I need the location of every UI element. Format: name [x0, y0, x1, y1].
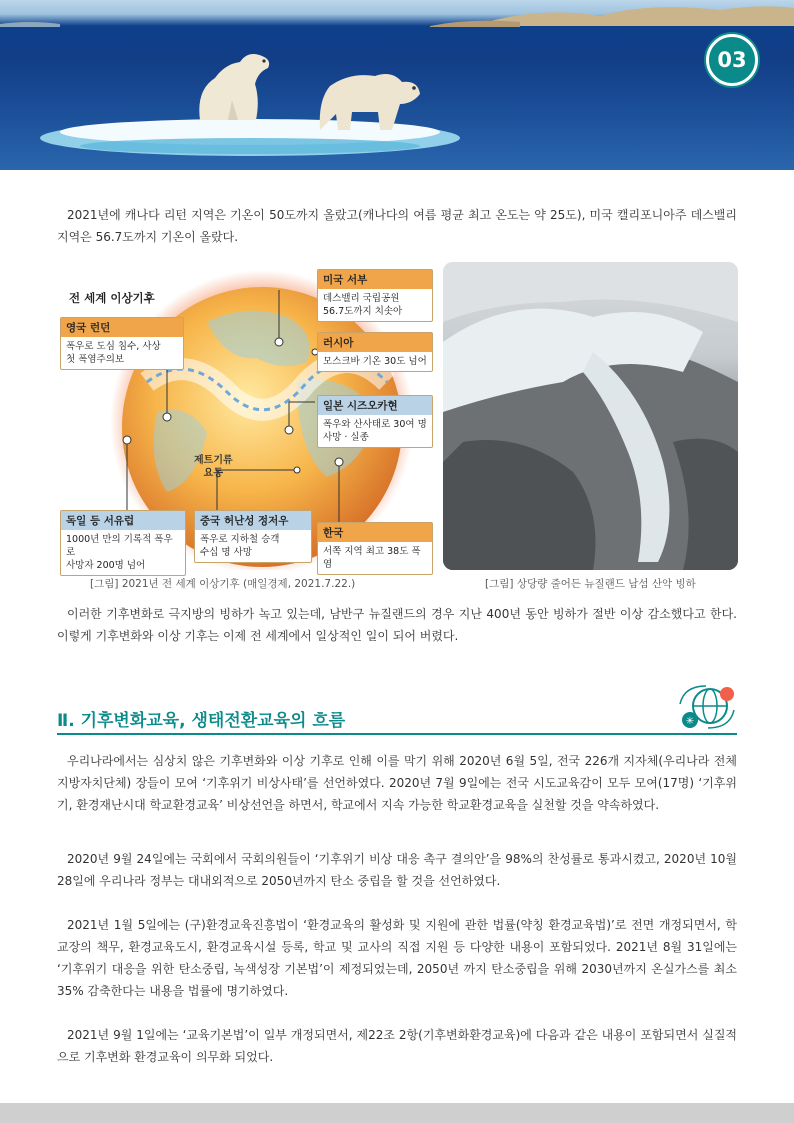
section-paragraph-1-text: 우리나라에서는 심상치 않은 기후변화와 이상 기후로 인해 이를 막기 위해 2020년 6월 5일, 전국 226개 지자체(우리나라 전체 지방자치단체) 장들이 모여 ‘기후위기 비상사태’를 선언하였다. 2020년 7월 9일에는 전국 시도교육감이 모두 모여(17명) ‘기후위기, 환경재난시대 학교환경교육’ 비상선언을 하면서, 학교에서 지속 가능한 학교환경교육을 실천할 것을 약속하였다. [57, 754, 737, 812]
jet-stream-line-2: 요동 [203, 468, 223, 479]
section-paragraph-4 [57, 1024, 737, 1068]
callout-body: 폭우와 산사태로 30여 명 사망 · 실종 [323, 419, 427, 443]
section-paragraph-3-text: 2021년 1월 5일에는 (구)환경교육진흥법이 ‘환경교육의 활성화 및 지원에 관한 법률(약칭 환경교육법)’로 전면 개정되면서, 학교장의 책무, 환경교육도시, 환경교육시설 등록, 학교 및 교사의 직접 지원 등 다양한 내용이 포함되었다. 2021년 8월 31일에는 ‘기후위기 대응을 위한 탄소중립, 녹색성장 기본법’이 제정되었는데, 2050년 까지 탄소중립을 위해 2030년까지 온실가스를 최소 35% 감축한다는 내용을 법률에 명기하였다. [57, 918, 737, 998]
callout-china [194, 510, 312, 563]
figure-right-caption: [그림] 상당량 줄어든 뉴질랜드 남섬 산악 빙하 [485, 578, 696, 590]
callout-heading: 러시아 [318, 333, 432, 352]
section-paragraph-2 [57, 848, 737, 892]
jet-stream-line-1: 제트기류 [194, 455, 233, 466]
section-title: Ⅱ. 기후변화교육, 생태전환교육의 흐름 [57, 711, 346, 731]
jet-stream-label [194, 454, 233, 480]
section-divider [57, 733, 737, 735]
world-climate-figure [57, 262, 437, 570]
callout-heading: 영국 런던 [61, 318, 183, 337]
callout-us [317, 269, 433, 322]
callout-russia [317, 332, 433, 372]
intro-paragraph-text: 2021년에 캐나다 리턴 지역은 기온이 50도까지 올랐고(캐나다의 여름 평균 최고 온도는 약 25도), 미국 캘리포니아주 데스밸리 지역은 56.7도까지 기온이 올랐다. [57, 208, 737, 244]
figure-left-caption: [그림] 2021년 전 세계 이상기후 (매일경제, 2021.7.22.) [90, 578, 356, 590]
section-paragraph-2-text: 2020년 9월 24일에는 국회에서 국회의원들이 ‘기후위기 비상 대응 촉구 결의안’을 98%의 찬성률로 통과시켰고, 2020년 10월 28일에 우리나라 정부는 대내외적으로 2050년까지 탄소 중립을 할 것을 선언하였다. [57, 852, 737, 888]
section-paragraph-1 [57, 750, 737, 816]
callout-japan [317, 395, 433, 448]
svg-text:✳: ✳ [685, 716, 695, 727]
callout-body: 모스크바 기온 30도 넘어 [323, 356, 427, 367]
callout-heading: 중국 허난성 정저우 [195, 511, 311, 530]
callout-body: 1000년 만의 기록적 폭우로 사망자 200명 넘어 [66, 534, 173, 571]
section-paragraph-4-text: 2021년 9월 1일에는 ‘교육기본법’이 일부 개정되면서, 제22조 2항(기후변화환경교육)에 다음과 같은 내용이 포함되면서 실질적으로 기후변화 환경교육이 의무화 되었다. [57, 1028, 737, 1064]
callout-uk [60, 317, 184, 370]
polar-bear-illustration [0, 0, 794, 170]
glacier-photo [443, 262, 738, 570]
callout-body: 폭우로 지하철 승객 수십 명 사망 [200, 534, 280, 558]
callout-body: 서쪽 지역 최고 38도 폭염 [323, 546, 421, 570]
callout-body: 폭우로 도심 침수, 사상 첫 폭염주의보 [66, 341, 161, 365]
callout-korea [317, 522, 433, 575]
callout-body: 데스밸리 국립공원 56.7도까지 치솟아 [323, 293, 403, 317]
header-banner [0, 0, 794, 170]
figure-title: 전 세계 이상기후 [69, 291, 155, 305]
callout-europe [60, 510, 186, 576]
callout-heading: 한국 [318, 523, 432, 542]
climate-globe-icon [672, 682, 738, 732]
callout-heading: 독일 등 서유럽 [61, 511, 185, 530]
section-paragraph-3 [57, 914, 737, 1002]
glacier-illustration [443, 262, 738, 570]
page-footer-bar [0, 1103, 794, 1123]
callout-heading: 미국 서부 [318, 270, 432, 289]
paragraph-glacier [57, 603, 737, 647]
page-number-badge: 03 [706, 34, 758, 86]
intro-paragraph [57, 204, 737, 248]
callout-heading: 일본 시즈오카현 [318, 396, 432, 415]
paragraph-glacier-text: 이러한 기후변화로 극지방의 빙하가 녹고 있는데, 남반구 뉴질랜드의 경우 지난 400년 동안 빙하가 절반 이상 감소했다고 한다. 이렇게 기후변화와 이상 기후는 이제 전 세계에서 일상적인 일이 되어 버렸다. [57, 607, 737, 643]
